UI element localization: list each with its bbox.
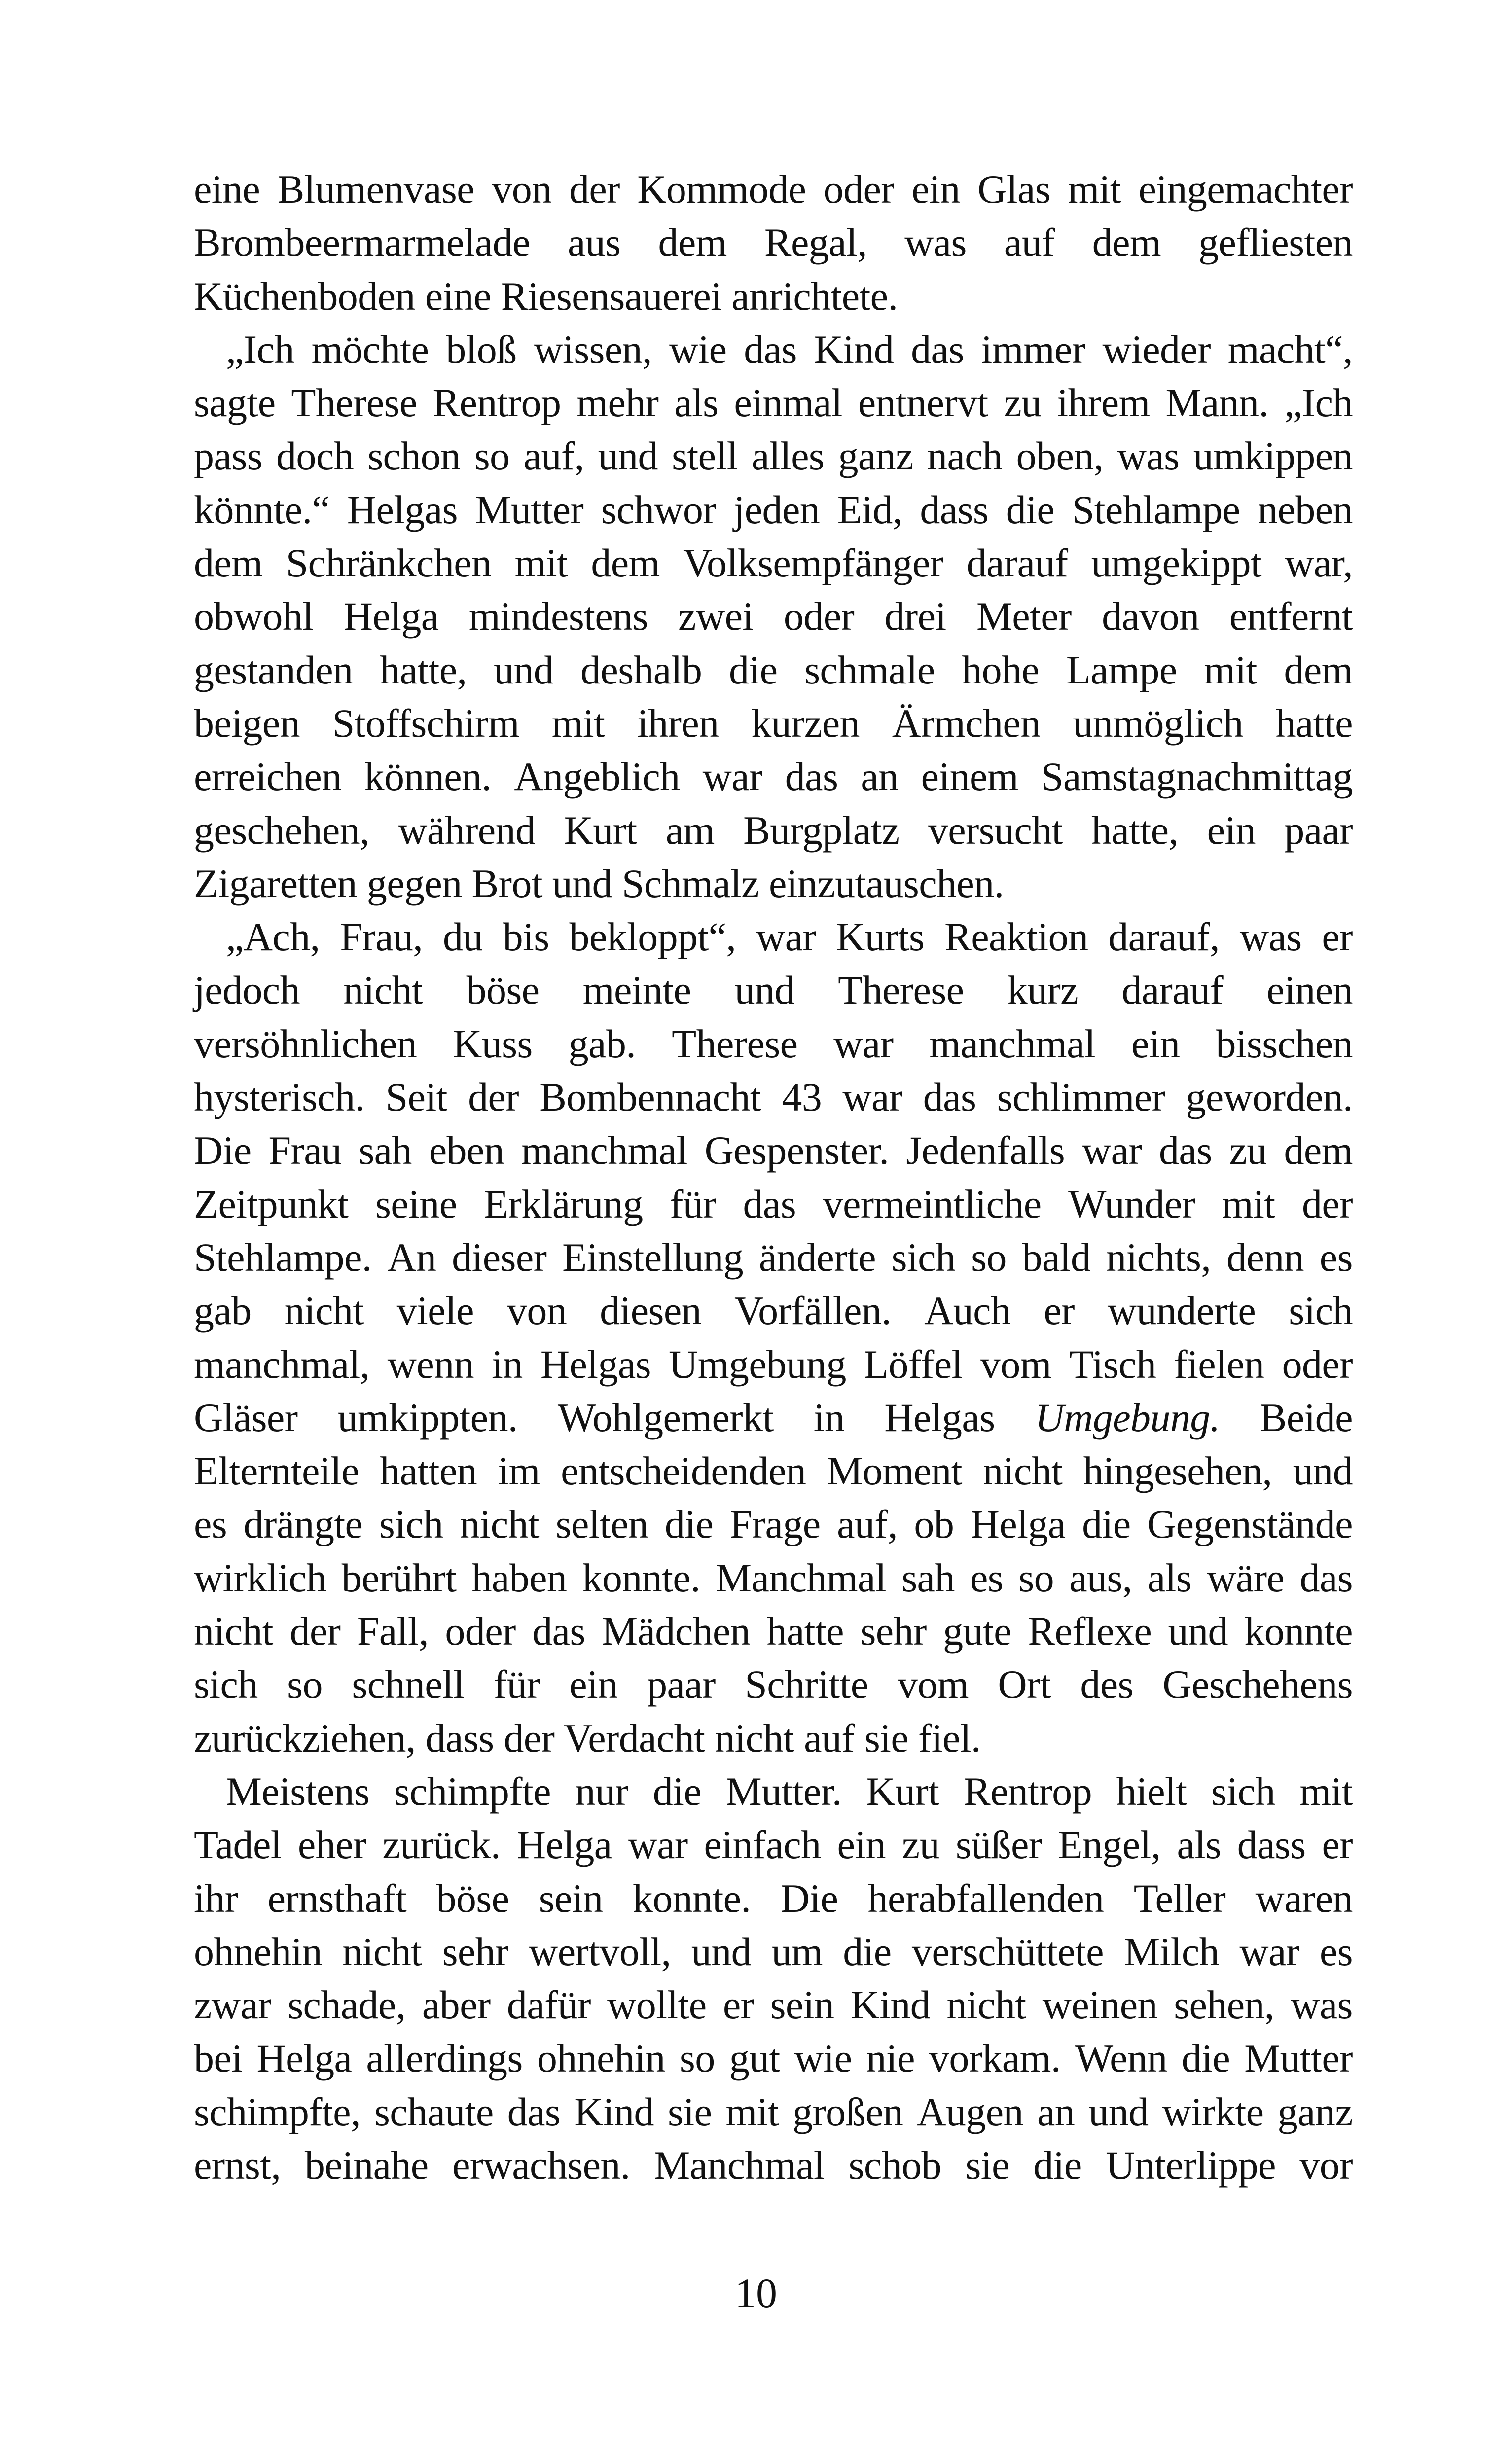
text-line: gab nicht viele von diesen Vorfällen. Auch er wunderte sich [194, 1288, 1353, 1333]
text-line: pass doch schon so auf, und stell alles ganz nach oben, was umkippen [194, 433, 1353, 479]
text-line: Zeitpunkt seine Erklärung für das vermeintliche Wunder mit der [194, 1181, 1353, 1226]
text-line: sagte Therese Rentrop mehr als einmal entnervt zu ihrem Mann. „Ich [194, 380, 1353, 426]
body-text [194, 163, 1353, 2192]
text-line: obwohl Helga mindestens zwei oder drei Meter davon entfernt [194, 594, 1353, 639]
text-line: Küchenboden eine Riesensauerei anrichtete. [194, 273, 898, 319]
text-line: beigen Stoffschirm mit ihren kurzen Ärmchen unmöglich hatte [194, 700, 1353, 746]
text-line: Stehlampe. An dieser Einstellung änderte sich so bald nichts, denn es [194, 1234, 1353, 1280]
text-line: nicht der Fall, oder das Mädchen hatte sehr gute Reflexe und konnte [194, 1609, 1353, 1654]
text-line: wirklich berührt haben konnte. Manchmal sah es so aus, als wäre das [194, 1555, 1353, 1600]
text-line: könnte.“ Helgas Mutter schwor jeden Eid, dass die Stehlampe neben [194, 487, 1353, 532]
text-line: Zigaretten gegen Brot und Schmalz einzutauschen. [194, 861, 1004, 906]
text-line: dem Schränkchen mit dem Volksempfänger darauf umgekippt war, [194, 540, 1353, 586]
text-line: zwar schade, aber dafür wollte er sein Kind nicht weinen sehen, was [194, 1982, 1353, 2028]
text-line: manchmal, wenn in Helgas Umgebung Löffel vom Tisch fielen oder [194, 1341, 1353, 1387]
text-line: Meistens schimpfte nur die Mutter. Kurt Rentrop hielt sich mit [226, 1768, 1353, 1814]
text-line: sich so schnell für ein paar Schritte vom Ort des Geschehens [194, 1662, 1353, 1707]
text-line: Gläser umkippten. Wohlgemerkt in Helgas Umgebung. Beide [194, 1395, 1353, 1440]
text-line: ohnehin nicht sehr wertvoll, und um die verschüttete Milch war es [194, 1929, 1353, 1974]
text-line: zurückziehen, dass der Verdacht nicht auf sie fiel. [194, 1715, 981, 1761]
text-line: „Ach, Frau, du bis bekloppt“, war Kurts Reaktion darauf, was er [226, 914, 1353, 960]
text-line: es drängte sich nicht selten die Frage auf, ob Helga die Gegenstände [194, 1502, 1353, 1547]
page-number: 10 [735, 2269, 777, 2317]
text-line: erreichen können. Angeblich war das an einem Samstagnachmittag [194, 754, 1353, 799]
text-line: ihr ernsthaft böse sein konnte. Die herabfallenden Teller waren [194, 1875, 1353, 1921]
text-line: geschehen, während Kurt am Burgplatz versucht hatte, ein paar [194, 807, 1353, 853]
text-line: versöhnlichen Kuss gab. Therese war manchmal ein bisschen [194, 1021, 1353, 1066]
text-line: schimpfte, schaute das Kind sie mit großen Augen an und wirkte ganz [194, 2089, 1353, 2134]
text-line: bei Helga allerdings ohnehin so gut wie nie vorkam. Wenn die Mutter [194, 2036, 1353, 2081]
text-line: jedoch nicht böse meinte und Therese kurz darauf einen [194, 968, 1353, 1013]
text-line: gestanden hatte, und deshalb die schmale hohe Lampe mit dem [194, 647, 1353, 692]
text-line: Die Frau sah eben manchmal Gespenster. Jedenfalls war das zu dem [194, 1128, 1353, 1173]
text-line: Brombeermarmelade aus dem Regal, was auf dem gefliesten [194, 220, 1353, 265]
text-line: eine Blumenvase von der Kommode oder ein Glas mit eingemachter [194, 167, 1353, 212]
text-line: Tadel eher zurück. Helga war einfach ein zu süßer Engel, als dass er [194, 1822, 1353, 1868]
text-line: „Ich möchte bloß wissen, wie das Kind das immer wieder macht“, [226, 326, 1353, 372]
text-line: hysterisch. Seit der Bombennacht 43 war das schlimmer geworden. [194, 1075, 1353, 1120]
text-line: Elternteile hatten im entscheidenden Moment nicht hingesehen, und [194, 1448, 1353, 1494]
text-line: ernst, beinahe erwachsen. Manchmal schob sie die Unterlippe vor [194, 2142, 1353, 2188]
